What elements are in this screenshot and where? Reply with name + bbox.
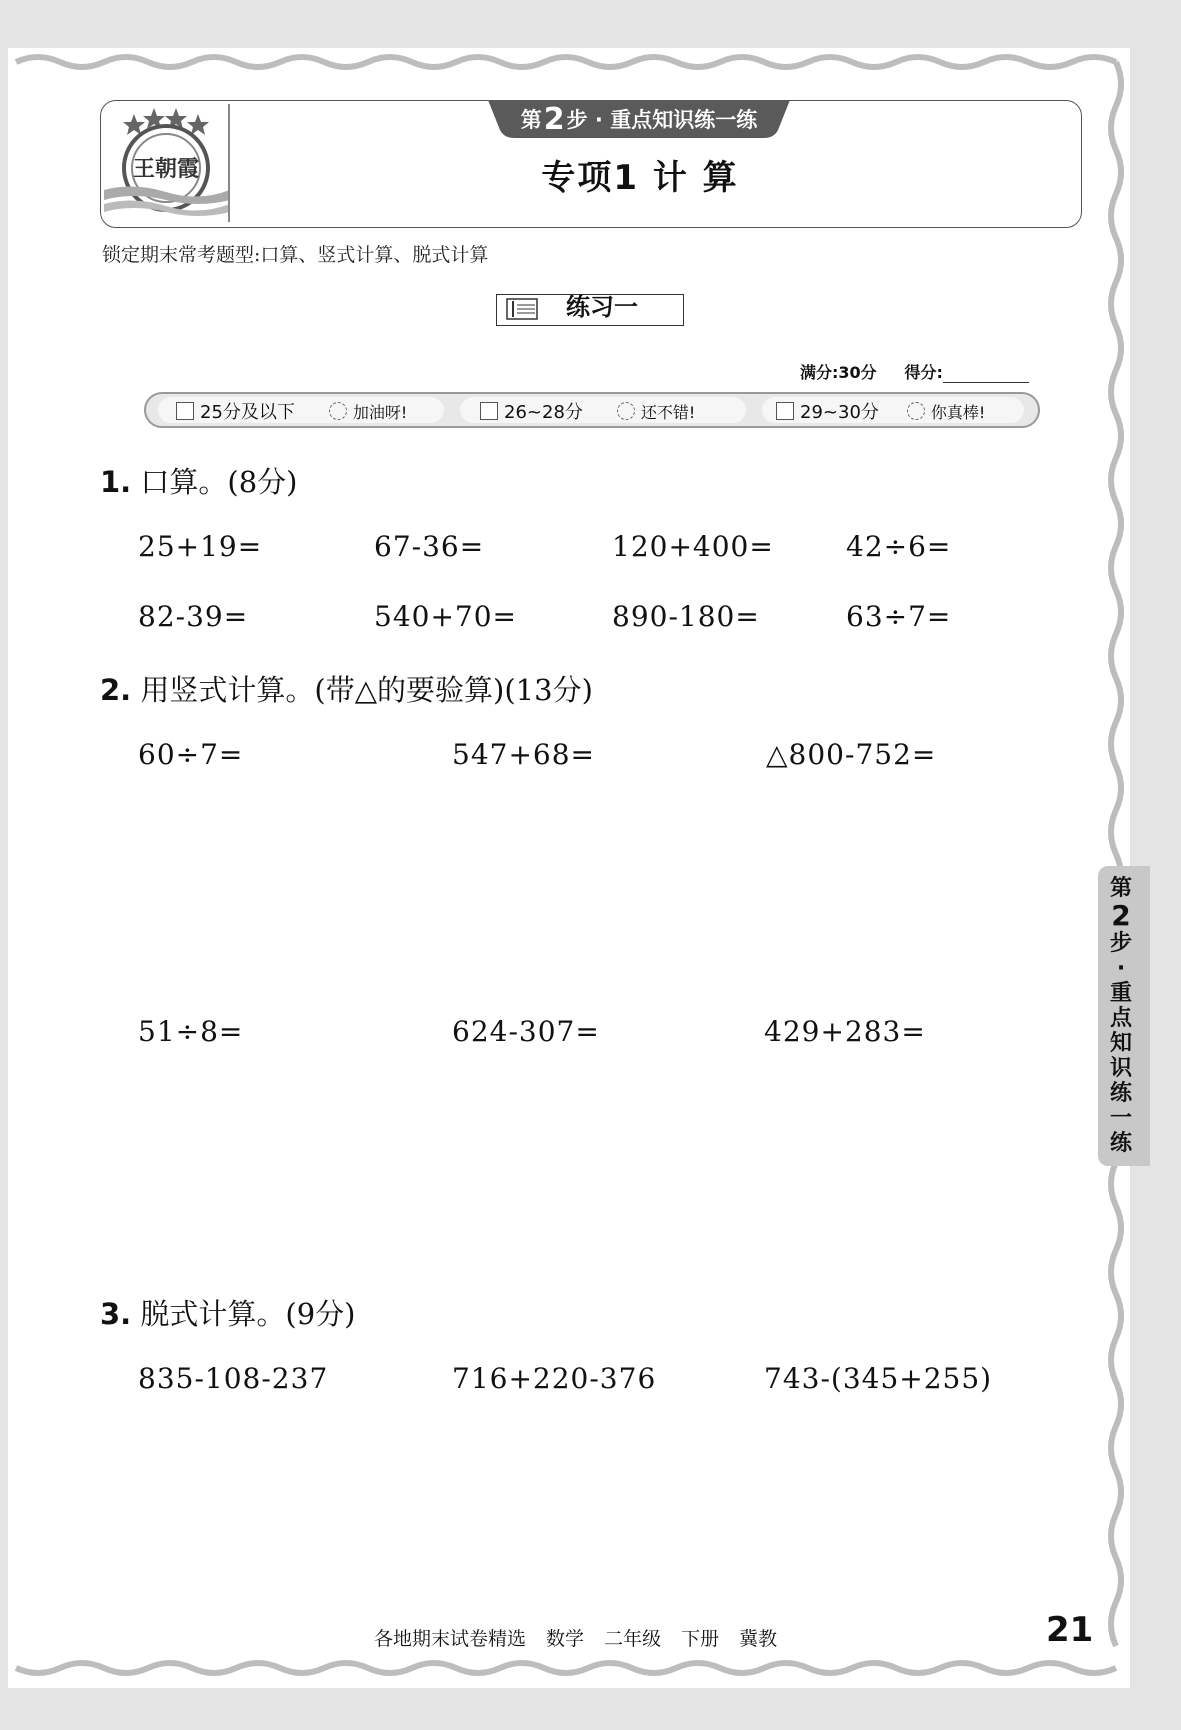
rating-item-high	[776, 398, 985, 424]
step-suffix: 步 · 重点知识练一练	[566, 108, 758, 132]
score-line	[800, 360, 1029, 383]
question-3-title	[100, 1292, 356, 1333]
expression: △800-752=	[766, 738, 937, 771]
expression: 429+283=	[764, 1015, 926, 1048]
rating-range: 29~30分	[800, 402, 879, 423]
expression: 63÷7=	[846, 600, 952, 633]
rating-item-low	[176, 398, 407, 424]
side-tab-char: 识	[1109, 1056, 1132, 1081]
expression: 60÷7=	[138, 738, 244, 771]
score-blank[interactable]	[943, 368, 1029, 383]
expression: 67-36=	[374, 530, 485, 563]
side-tab-char: ·	[1116, 956, 1126, 981]
logo-text: 王朝霞	[132, 156, 200, 182]
question-2-title	[100, 668, 593, 709]
question-number: 1.	[100, 465, 132, 499]
question-number: 3.	[100, 1297, 132, 1331]
rating-range: 26~28分	[504, 402, 583, 423]
rating-bar	[144, 392, 1040, 428]
side-tab	[1098, 866, 1150, 1166]
side-tab-number: 2	[1111, 899, 1131, 932]
rating-checkbox-high[interactable]	[776, 402, 794, 420]
rating-item-mid	[480, 398, 695, 424]
step-number: 2	[543, 101, 565, 137]
side-tab-char: 步	[1109, 931, 1132, 956]
side-tab-char: 重	[1109, 981, 1132, 1006]
side-tab-char: 知	[1109, 1031, 1132, 1056]
side-tab-char: 练	[1109, 1131, 1132, 1156]
notebook-icon	[505, 297, 541, 325]
step-prefix: 第	[520, 108, 542, 132]
expression: 42÷6=	[846, 530, 952, 563]
expression: 25+19=	[138, 530, 263, 563]
footer: 各地期末试卷精选 数学 二年级 下册 冀教	[374, 1628, 778, 1650]
rating-note: 还不错!	[640, 402, 696, 422]
expression: 540+70=	[374, 600, 517, 633]
question-1-title	[100, 460, 298, 501]
rating-checkbox-low[interactable]	[176, 402, 194, 420]
page-title: 专项1 计 算	[541, 158, 739, 198]
expression: 743-(345+255)	[764, 1362, 993, 1395]
expression: 890-180=	[612, 600, 760, 633]
side-tab-char: 第	[1109, 876, 1132, 901]
logo	[104, 104, 230, 222]
expression: 624-307=	[452, 1015, 600, 1048]
face-icon	[907, 402, 925, 420]
side-tab-char: 练	[1109, 1081, 1132, 1106]
expression: 835-108-237	[138, 1362, 329, 1395]
logo-divider	[228, 104, 230, 222]
face-icon	[617, 402, 635, 420]
rating-checkbox-mid[interactable]	[480, 402, 498, 420]
expression: 120+400=	[612, 530, 774, 563]
rating-range: 25分及以下	[200, 402, 295, 423]
question-text: 口算。(8分)	[140, 465, 298, 499]
side-tab-char: 点	[1109, 1006, 1132, 1031]
page-number: 21	[1046, 1610, 1094, 1650]
face-icon	[329, 402, 347, 420]
exercise-label: 练习一	[566, 293, 638, 321]
full-score-label: 满分:30分	[800, 363, 877, 382]
rating-note: 你真棒!	[930, 402, 986, 422]
expression: 51÷8=	[138, 1015, 244, 1048]
expression: 716+220-376	[452, 1362, 657, 1395]
got-score-label: 得分:	[904, 363, 943, 382]
question-text: 脱式计算。(9分)	[140, 1297, 356, 1331]
rating-note: 加油呀!	[352, 402, 408, 422]
question-number: 2.	[100, 673, 132, 707]
question-text: 用竖式计算。(带△的要验算)(13分)	[140, 673, 593, 707]
expression: 547+68=	[452, 738, 595, 771]
subtitle: 锁定期末常考题型:口算、竖式计算、脱式计算	[102, 244, 489, 266]
step-banner	[488, 100, 790, 138]
expression: 82-39=	[138, 600, 249, 633]
side-tab-char: 一	[1109, 1106, 1132, 1131]
